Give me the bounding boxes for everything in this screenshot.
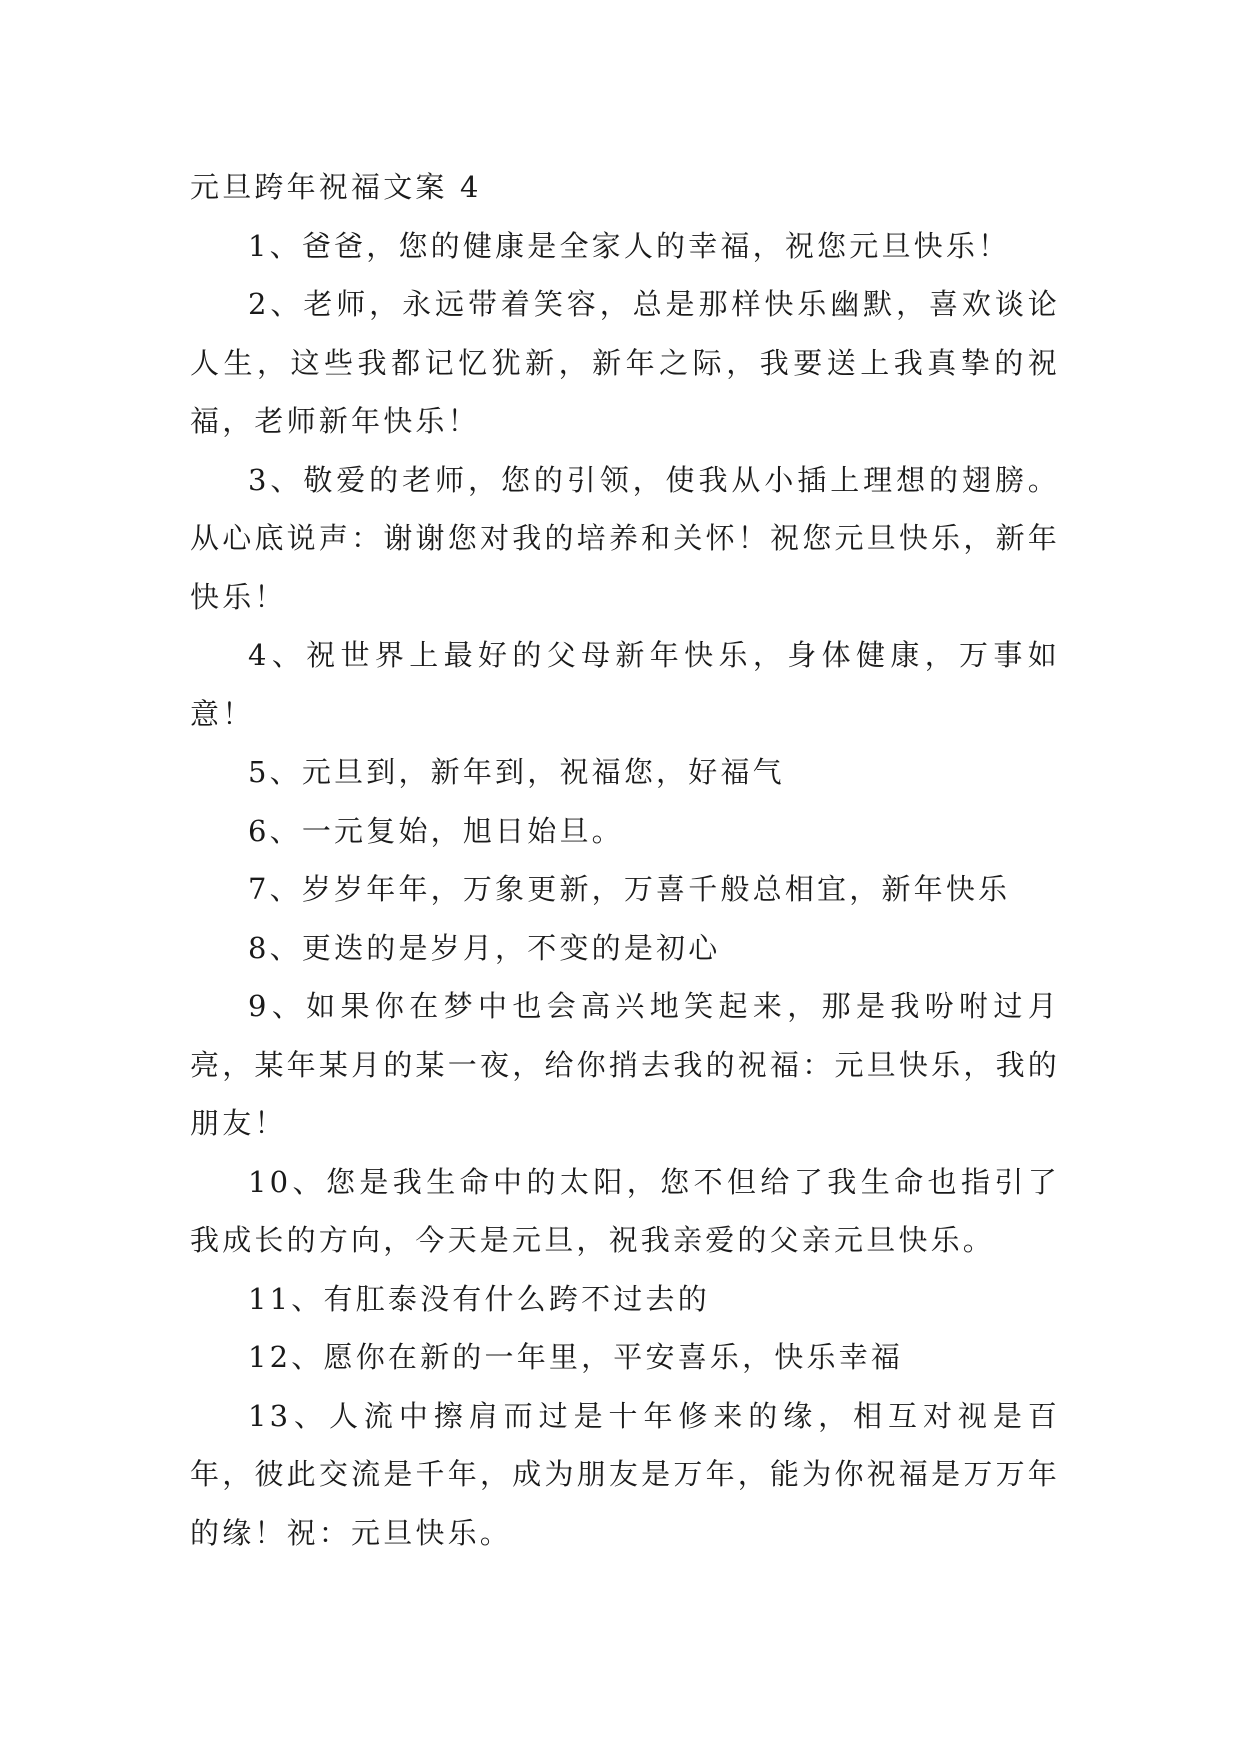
paragraph-11: 11、有肛泰没有什么跨不过去的	[248, 1281, 710, 1316]
paragraph-13: 13、人流中擦肩而过是十年修来的缘，相互对视是百年，彼此交流是千年，成为朋友是万年，能为你祝福是万万年的缘！祝：元旦快乐。	[190, 1398, 1060, 1550]
paragraph-5: 5、元旦到，新年到，祝福您，好福气	[248, 755, 785, 789]
paragraph-7: 7、岁岁年年，万象更新，万喜千般总相宜，新年快乐	[248, 872, 1011, 906]
paragraph-12: 12、愿你在新的一年里，平安喜乐，快乐幸福	[248, 1340, 904, 1374]
paragraph-10: 10、您是我生命中的太阳，您不但给了我生命也指引了我成长的方向，今天是元旦，祝我亲爱的父亲元旦快乐。	[190, 1164, 1060, 1257]
document-body	[190, 158, 1060, 1562]
paragraph-2: 2、老师，永远带着笑容，总是那样快乐幽默，喜欢谈论人生，这些我都记忆犹新，新年之际，我要送上我真挚的祝福，老师新年快乐！	[190, 287, 1060, 438]
paragraph-1: 1、爸爸，您的健康是全家人的幸福，祝您元旦快乐！	[248, 228, 1011, 263]
paragraph-6: 6、一元复始，旭日始旦。	[248, 813, 624, 848]
paragraph-8: 8、更迭的是岁月，不变的是初心	[248, 930, 721, 965]
paragraph-9: 9、如果你在梦中也会高兴地笑起来，那是我吩咐过月亮，某年某月的某一夜，给你捎去我的祝福：元旦快乐，我的朋友！	[190, 989, 1060, 1140]
paragraph-4: 4、祝世界上最好的父母新年快乐，身体健康，万事如意！	[190, 638, 1060, 731]
document-title: 元旦跨年祝福文案 4	[190, 170, 482, 204]
paragraph-3: 3、敬爱的老师，您的引领，使我从小插上理想的翅膀。从心底说声：谢谢您对我的培养和关怀！祝您元旦快乐，新年快乐！	[190, 462, 1060, 614]
